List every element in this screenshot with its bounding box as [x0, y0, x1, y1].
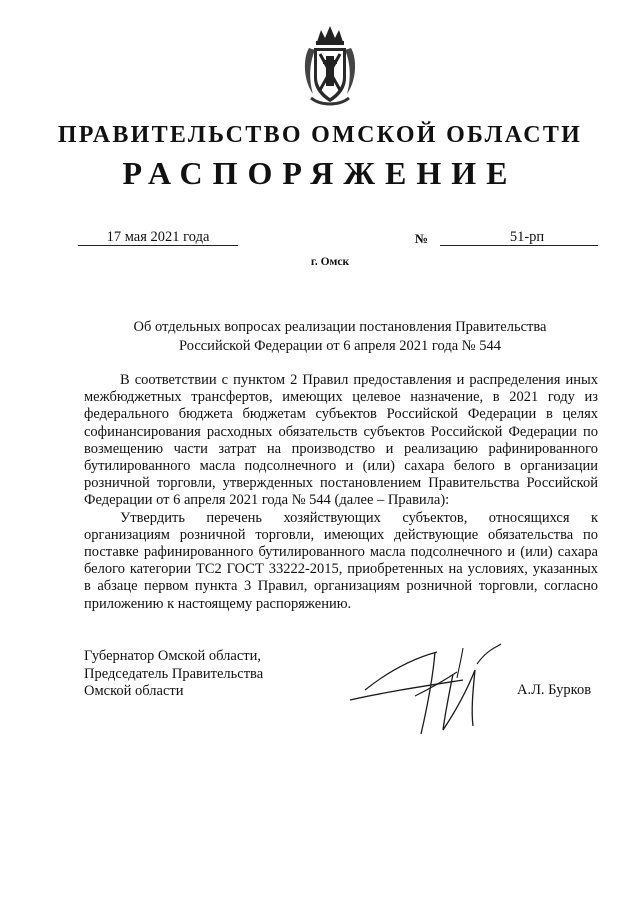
- document-subject: [80, 318, 600, 356]
- document-type-title: РАСПОРЯЖЕНИЕ: [122, 155, 518, 191]
- position-line-1: Губернатор Омской области,: [84, 648, 261, 664]
- document-body: [84, 372, 598, 613]
- number-sign: №: [415, 231, 429, 246]
- coat-of-arms-icon: [295, 24, 365, 108]
- organization-title: ПРАВИТЕЛЬСТВО ОМСКОЙ ОБЛАСТИ: [57, 122, 583, 148]
- document-date: 17 мая 2021 года: [78, 229, 238, 246]
- subject-line-1: Об отдельных вопросах реализации постановления Правительства: [133, 319, 547, 335]
- subject-line-2: Российской Федерации от 6 апреля 2021 года № 544: [179, 338, 501, 354]
- document-number-field: [440, 229, 598, 246]
- position-line-3: Омской области: [84, 683, 184, 699]
- document-city: г. Омск: [310, 256, 350, 268]
- body-paragraph-1: В соответствии с пунктом 2 Правил предоставления и распределения иных межбюджетных трансфертов, имеющих целевое назначение, в 2021 году из федерального бюджета бюджетам субъектов Российской Федерации в целях софинансирования расходных обязательств субъектов Российской Федерации по возмещению части затрат на производство и реализацию рафинированного бутилированного масла подсолнечного и (или) сахара белого в организации розничной торговли, утвержденных постановлением Правительства Российской Федерации от 6 апреля 2021 года № 544 (далее – Правила):: [84, 372, 598, 509]
- document-number: 51-рп: [509, 229, 545, 245]
- body-paragraph-2: Утвердить перечень хозяйствующих субъектов, относящихся к организациям розничной торговли, имеющих действующие обязательства по поставке рафинированного бутилированного масла подсолнечного и (или) сахара белого категории ТС2 ГОСТ 33222-2015, приобретенных на условиях, указанных в абзаце первом пункта 3 Правил, организациям розничной торговли, согласно приложению к настоящему распоряжению.: [84, 509, 598, 612]
- signatory-name: А.Л. Бурков: [517, 682, 592, 698]
- position-line-2: Председатель Правительства: [84, 665, 264, 682]
- signatory-position: [84, 648, 344, 701]
- handwritten-signature: [345, 630, 515, 740]
